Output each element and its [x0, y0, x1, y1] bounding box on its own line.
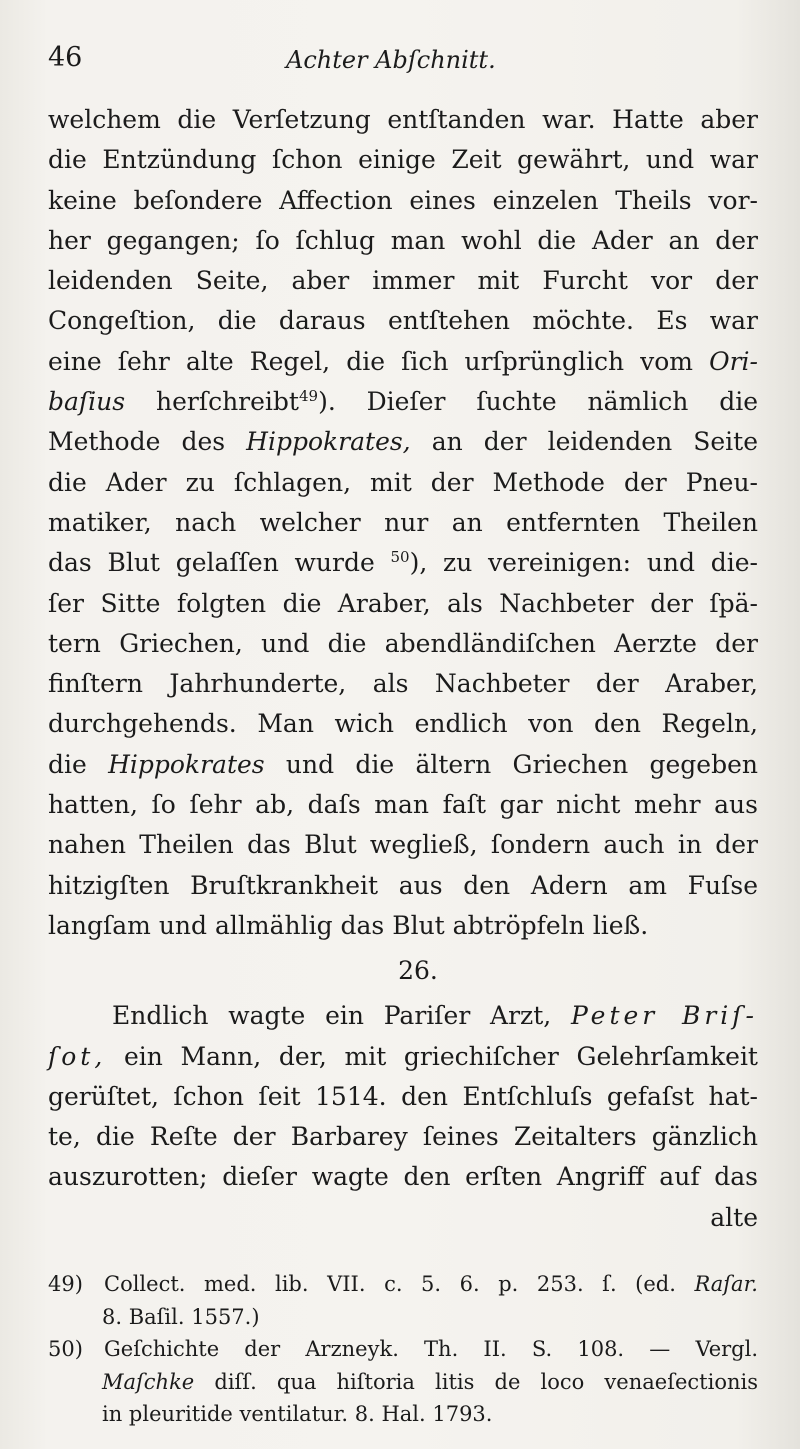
text-segment: die: [48, 749, 87, 779]
page-number: 46: [48, 42, 83, 73]
footnote-line: [48, 1366, 758, 1399]
text-segment: Methode des: [48, 427, 226, 457]
footnote-mark: 49): [48, 1272, 83, 1296]
text-line: gerüſtet, ſchon ſeit 1514. den Entſchluſs gefaſst hat-: [48, 1081, 758, 1111]
text-line: [48, 745, 758, 785]
text-line: nahen Theilen das Blut wegließ, ſondern auch in der: [48, 830, 758, 860]
footnote-text: Geſchichte der Arzneyk. Th. II. S. 108. — Vergl.: [104, 1337, 758, 1361]
person-name: Maſchke: [102, 1369, 195, 1394]
page-header: [48, 42, 758, 82]
person-name: baſius: [48, 387, 126, 417]
footnote-text: Collect. med. lib. VII. c. 5. 6. p. 253. ſ. (ed.: [104, 1272, 676, 1296]
text-segment: herſchreibt: [155, 387, 299, 417]
person-name: Raſar.: [694, 1272, 758, 1296]
footnotes: [48, 1268, 758, 1431]
person-name: Ori-: [709, 346, 758, 376]
text-line: [48, 543, 758, 583]
catchword: alte: [710, 1202, 758, 1232]
footnote-line: 8. Baſil. 1557.): [102, 1304, 260, 1329]
text-line: [48, 422, 758, 462]
text-segment: ), zu vereinigen: und die-: [409, 548, 758, 578]
footnote-49: [48, 1268, 758, 1301]
footnote-ref: 50: [390, 548, 410, 567]
person-name: ſot,: [48, 1041, 107, 1071]
text-line: te, die Reſte der Barbarey ſeines Zeitalters gänzlich: [48, 1122, 758, 1152]
text-line: her gegangen; ſo ſchlug man wohl die Ader an der: [48, 225, 758, 255]
text-segment: das Blut gelaſſen wurde: [48, 548, 375, 578]
footnote-ref: 49: [298, 387, 319, 406]
text-line: hatten, ſo ſehr ab, daſs man faſt gar nicht mehr aus: [48, 790, 758, 820]
text-line: langſam und allmählig das Blut abtröpfeln ließ.: [48, 910, 649, 940]
body-text: [48, 100, 758, 1238]
text-segment: und die ältern Griechen gegeben: [285, 749, 758, 779]
text-line: die Ader zu ſchlagen, mit der Methode der Pneu-: [48, 467, 758, 497]
text-segment: an der leidenden Seite: [431, 427, 758, 457]
text-line: keine beſondere Affection eines einzelen Theils vor-: [48, 185, 758, 215]
running-head: Achter Abſchnitt.: [286, 46, 496, 74]
text-line: [48, 342, 758, 382]
section-number: 26.: [398, 956, 438, 986]
text-line: auszurotten; dieſer wagte den erſten Angriff auf das: [48, 1162, 758, 1192]
text-line: hitzigſten Bruſtkrankheit aus den Adern am Fuſse: [48, 870, 758, 900]
text-line: ſer Sitte folgten die Araber, als Nachbeter der ſpä-: [48, 588, 758, 618]
text-line: die Entzündung ſchon einige Zeit gewährt, und war: [48, 145, 758, 175]
footnote-text: diſſ. qua hiſtoria litis de loco venaeſectionis: [214, 1369, 758, 1394]
text-line: matiker, nach welcher nur an entfernten Theilen: [48, 507, 758, 537]
footnote-mark: 50): [48, 1337, 83, 1361]
text-line: tern Griechen, und die abendländiſchen Aerzte der: [48, 628, 758, 658]
text-line: [48, 996, 758, 1036]
text-line: Congeſtion, die daraus entſtehen möchte. Es war: [48, 306, 758, 336]
text-segment: Endlich wagte ein Pariſer Arzt,: [112, 1001, 552, 1031]
text-segment: eine ſehr alte Regel, die ſich urſprünglich vom: [48, 346, 694, 376]
person-name: Hippokrates,: [246, 427, 411, 457]
text-line: leidenden Seite, aber immer mit Furcht vor der: [48, 266, 758, 296]
footnote-50: [48, 1333, 758, 1366]
person-name: Hippokrates: [108, 749, 265, 779]
text-line: durchgehends. Man wich endlich von den Regeln,: [48, 709, 758, 739]
text-line: welchem die Verſetzung entſtanden war. Hatte aber: [48, 105, 758, 134]
person-name: Peter Briſ-: [570, 1001, 759, 1031]
text-segment: ein Mann, der, mit griechiſcher Gelehrſamkeit: [123, 1041, 758, 1071]
text-line: [48, 382, 758, 422]
text-line: finſtern Jahrhunderte, als Nachbeter der Araber,: [48, 669, 758, 699]
footnote-line: in pleuritide ventilatur. 8. Hal. 1793.: [102, 1402, 493, 1426]
text-line: [48, 1037, 758, 1077]
text-segment: ). Dieſer ſuchte nämlich die: [318, 387, 758, 417]
